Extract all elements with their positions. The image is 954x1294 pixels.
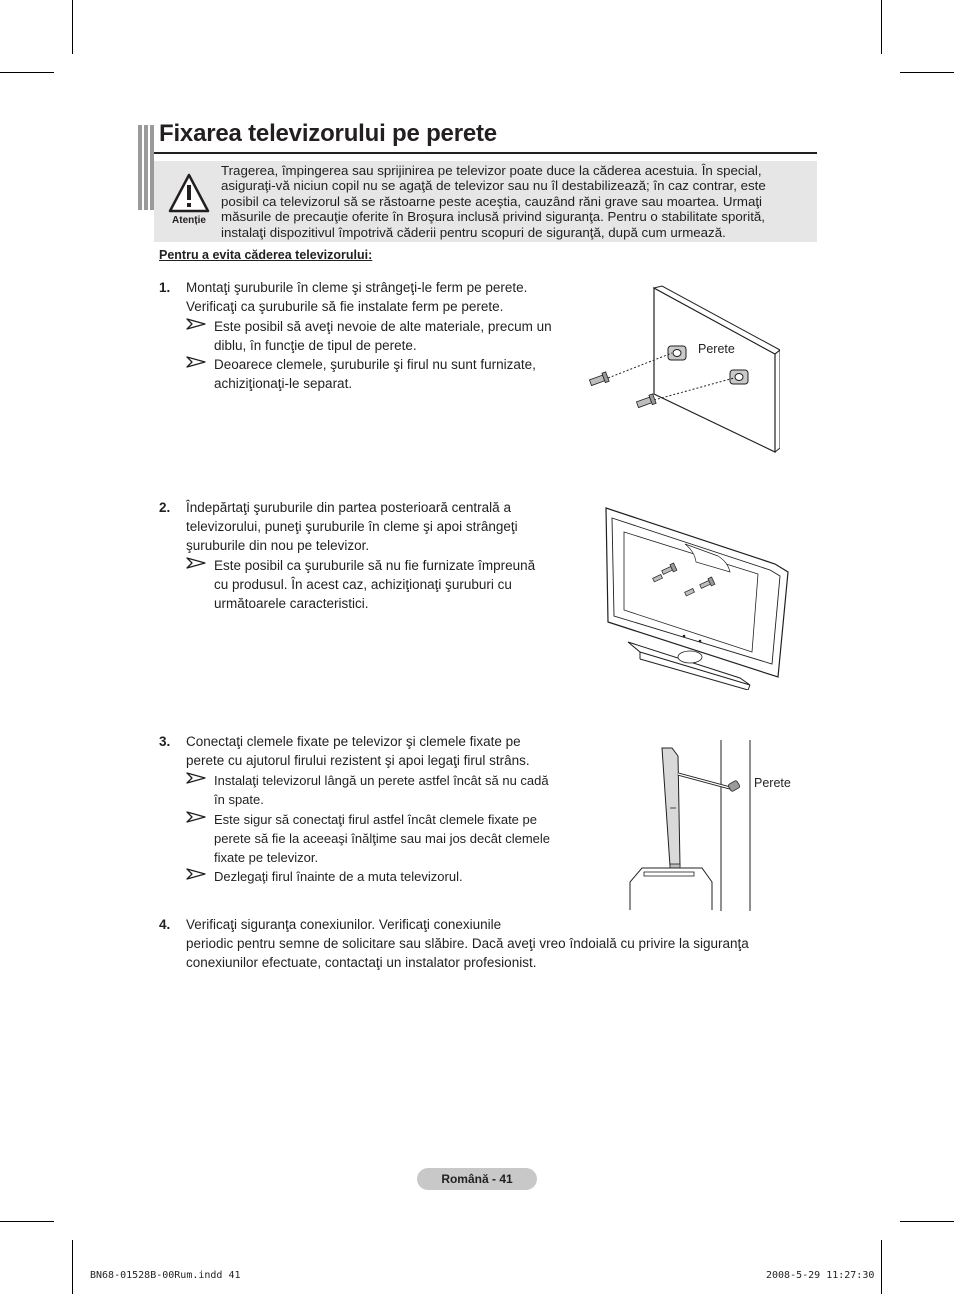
warning-line: măsurile de precauţie oferite în Broşura inclusă privind siguranţa. Pentru o stabilitate sporită, xyxy=(221,209,765,225)
note xyxy=(186,771,549,809)
step-line: şuruburile din nou pe televizor. xyxy=(186,538,370,553)
note-line: perete să fie la aceeaşi înălţime sau mai jos decât clemele xyxy=(214,831,551,846)
warning-box xyxy=(154,161,817,242)
warning-line: instalaţi dispozitivul împotrivă căderii pentru scopuri de siguranţă, după cum urmează. xyxy=(221,224,726,240)
title-rule xyxy=(154,152,817,154)
step-number: 3. xyxy=(159,734,171,749)
note xyxy=(186,867,463,886)
tv-rear-figure xyxy=(600,502,790,690)
warning-line: Tragerea, împingerea sau sprijinirea pe televizor poate duce la căderea acestuia. În special, xyxy=(221,163,762,178)
crop-mark xyxy=(0,1221,54,1222)
warning-line: asiguraţi-vă niciun copil nu se agaţă de televizor sau nu îl destabilizează; în caz contrar, este xyxy=(221,178,766,194)
tv-side-wire-figure xyxy=(626,738,756,913)
note-line: Este sigur să conectaţi firul astfel încât clemele fixate pe xyxy=(214,812,537,827)
step-line: Îndepărtaţi şuruburile din partea posterioară centrală a xyxy=(186,500,511,515)
crop-mark xyxy=(900,72,954,73)
step-text xyxy=(186,498,518,555)
note-line: cu produsul. În acest caz, achiziţionaţi şuruburi cu xyxy=(214,577,512,592)
note-arrow-icon xyxy=(186,868,206,880)
note xyxy=(186,810,550,867)
wall-mount-figure xyxy=(580,282,780,457)
step-text xyxy=(186,732,530,770)
note-line: în spate. xyxy=(214,792,264,807)
step-text xyxy=(186,915,749,972)
step-line: televizorului, puneţi şuruburile în cleme şi apoi strângeţi xyxy=(186,519,518,534)
title-accent-bars xyxy=(138,125,154,210)
note-arrow-icon xyxy=(186,811,206,823)
note-line: Este posibil ca şuruburile să nu fie furnizate împreună xyxy=(214,558,536,573)
step-line: Verificaţi ca şuruburile să fie instalate ferm pe perete. xyxy=(186,299,504,314)
crop-mark xyxy=(72,0,73,54)
note-line: achiziţionaţi-le separat. xyxy=(214,376,353,391)
step-line: conexiunilor efectuate, contactaţi un instalator profesionist. xyxy=(186,955,537,970)
crop-mark xyxy=(881,0,882,54)
warning-text xyxy=(221,163,811,240)
crop-mark xyxy=(0,72,54,73)
page-number-badge: Română - 41 xyxy=(417,1168,537,1190)
crop-mark xyxy=(881,1240,882,1294)
note xyxy=(186,355,536,393)
warning-triangle-icon xyxy=(168,173,210,213)
warning-label: Atenție xyxy=(172,215,206,226)
note-line: fixate pe televizor. xyxy=(214,850,319,865)
step-number: 1. xyxy=(159,280,171,295)
note-arrow-icon xyxy=(186,356,206,368)
note-line: următoarele caracteristici. xyxy=(214,596,369,611)
step-number: 4. xyxy=(159,917,171,932)
note-arrow-icon xyxy=(186,557,206,569)
note xyxy=(186,556,535,613)
step-line: periodic pentru semne de solicitare sau slăbire. Dacă aveţi vreo îndoială cu privire la siguranţa xyxy=(186,936,749,951)
warning-line: posibil ca televizorul să se răstoarne peste aceştia, cauzând răni grave sau moartea. Urmaţi xyxy=(221,193,763,209)
wall-label: Perete xyxy=(754,776,791,790)
step-number: 2. xyxy=(159,500,171,515)
note-line: Instalaţi televizorul lângă un perete astfel încât să nu cadă xyxy=(214,773,549,788)
wall-label: Perete xyxy=(698,342,735,356)
step-line: perete cu ajutorul firului rezistent şi apoi legaţi firul strâns. xyxy=(186,753,530,768)
note xyxy=(186,317,552,355)
note-line: Dezlegaţi firul înainte de a muta televizorul. xyxy=(214,869,463,884)
step-line: Conectaţi clemele fixate pe televizor şi clemele fixate pe xyxy=(186,734,521,749)
step-line: Verificaţi siguranţa conexiunilor. Verificaţi conexiunile xyxy=(186,917,502,932)
step-text xyxy=(186,278,527,316)
print-file-info: BN68-01528B-00Rum.indd 41 xyxy=(90,1270,241,1281)
page-title: Fixarea televizorului pe perete xyxy=(159,120,497,147)
print-timestamp: 2008-5-29 11:27:30 xyxy=(766,1270,875,1281)
note-line: Este posibil să aveţi nevoie de alte materiale, precum un xyxy=(214,319,552,334)
note-line: diblu, în funcţie de tipul de perete. xyxy=(214,338,417,353)
crop-mark xyxy=(900,1221,954,1222)
step-line: Montaţi şuruburile în cleme şi strângeţi-le ferm pe perete. xyxy=(186,280,528,295)
note-arrow-icon xyxy=(186,772,206,784)
section-subheading: Pentru a evita căderea televizorului: xyxy=(159,248,373,262)
crop-mark xyxy=(72,1240,73,1294)
note-arrow-icon xyxy=(186,318,206,330)
note-line: Deoarece clemele, şuruburile şi firul nu sunt furnizate, xyxy=(214,357,536,372)
